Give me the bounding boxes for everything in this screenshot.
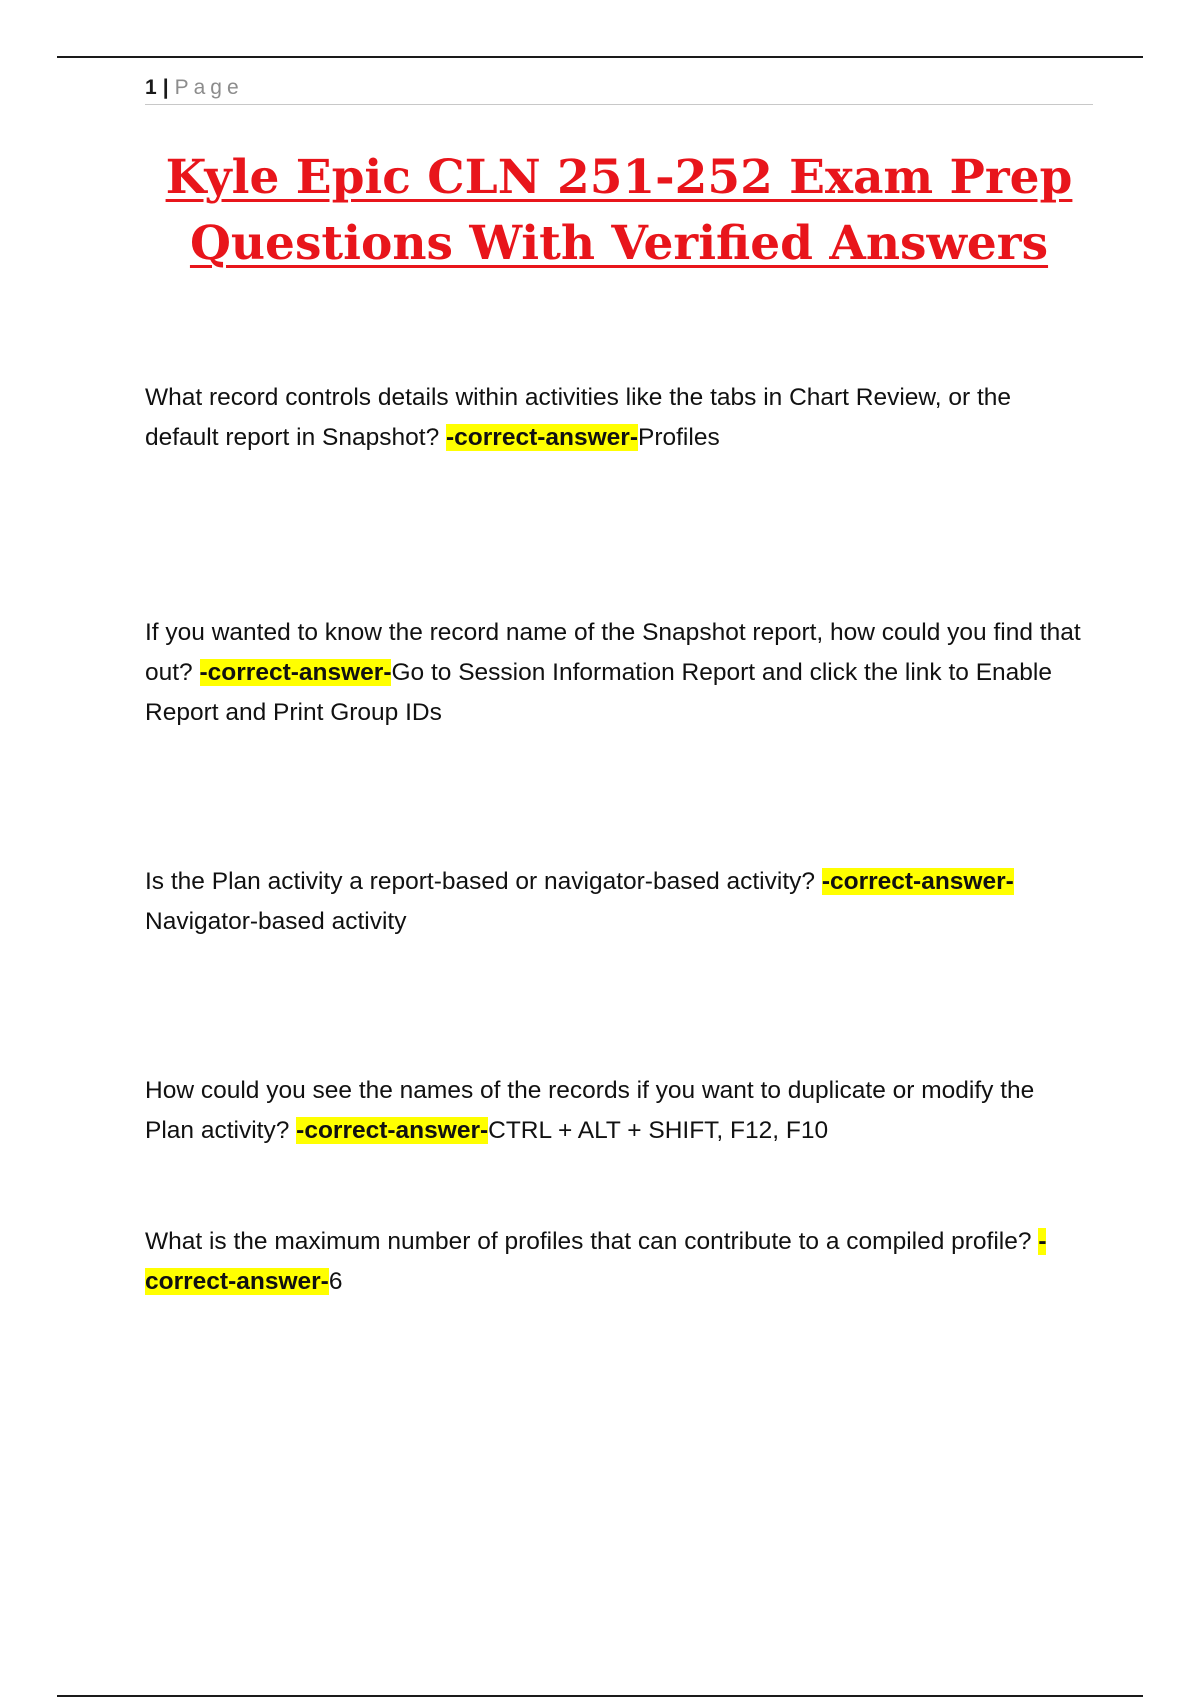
answer-text: Navigator-based activity [145, 908, 407, 935]
page-label: Page [174, 76, 244, 99]
correct-answer-marker: -correct-answer- [199, 659, 392, 686]
document-title: Kyle Epic CLN 251-252 Exam Prep Questions With Verified Answers [165, 150, 1073, 271]
page-separator: | [162, 76, 169, 99]
answer-text: Go to Session Information Report and click the link to Enable Report and Print Group IDs [145, 659, 1052, 726]
qa-item-5 [145, 1222, 1090, 1302]
qa-item-2 [145, 613, 1090, 733]
answer-text: CTRL + ALT + SHIFT, F12, F10 [488, 1117, 829, 1144]
question-text: How could you see the names of the records if you want to duplicate or modify the Plan activity? [145, 1077, 1035, 1144]
correct-answer-marker: -correct-answer- [145, 1228, 1047, 1295]
correct-answer-marker: -correct-answer- [296, 1117, 489, 1144]
page-bottom-rule [57, 1695, 1143, 1697]
answer-text: 6 [328, 1268, 343, 1295]
page-header [145, 72, 1093, 105]
qa-item-3 [145, 862, 1090, 942]
qa-item-1 [145, 378, 1090, 458]
question-text: Is the Plan activity a report-based or navigator-based activity? [145, 868, 822, 895]
page-number: 1 [145, 76, 157, 99]
page-top-rule [57, 56, 1143, 58]
correct-answer-marker: -correct-answer- [446, 424, 638, 451]
answer-text: Profiles [638, 424, 720, 451]
qa-item-4 [145, 1071, 1090, 1151]
correct-answer-marker: -correct-answer- [821, 868, 1014, 895]
question-text: What record controls details within activities like the tabs in Chart Review, or the default report in Snapshot? [145, 384, 1012, 451]
question-text: What is the maximum number of profiles that can contribute to a compiled profile? [145, 1228, 1039, 1255]
question-text: If you wanted to know the record name of the Snapshot report, how could you find that out? [145, 619, 1081, 686]
